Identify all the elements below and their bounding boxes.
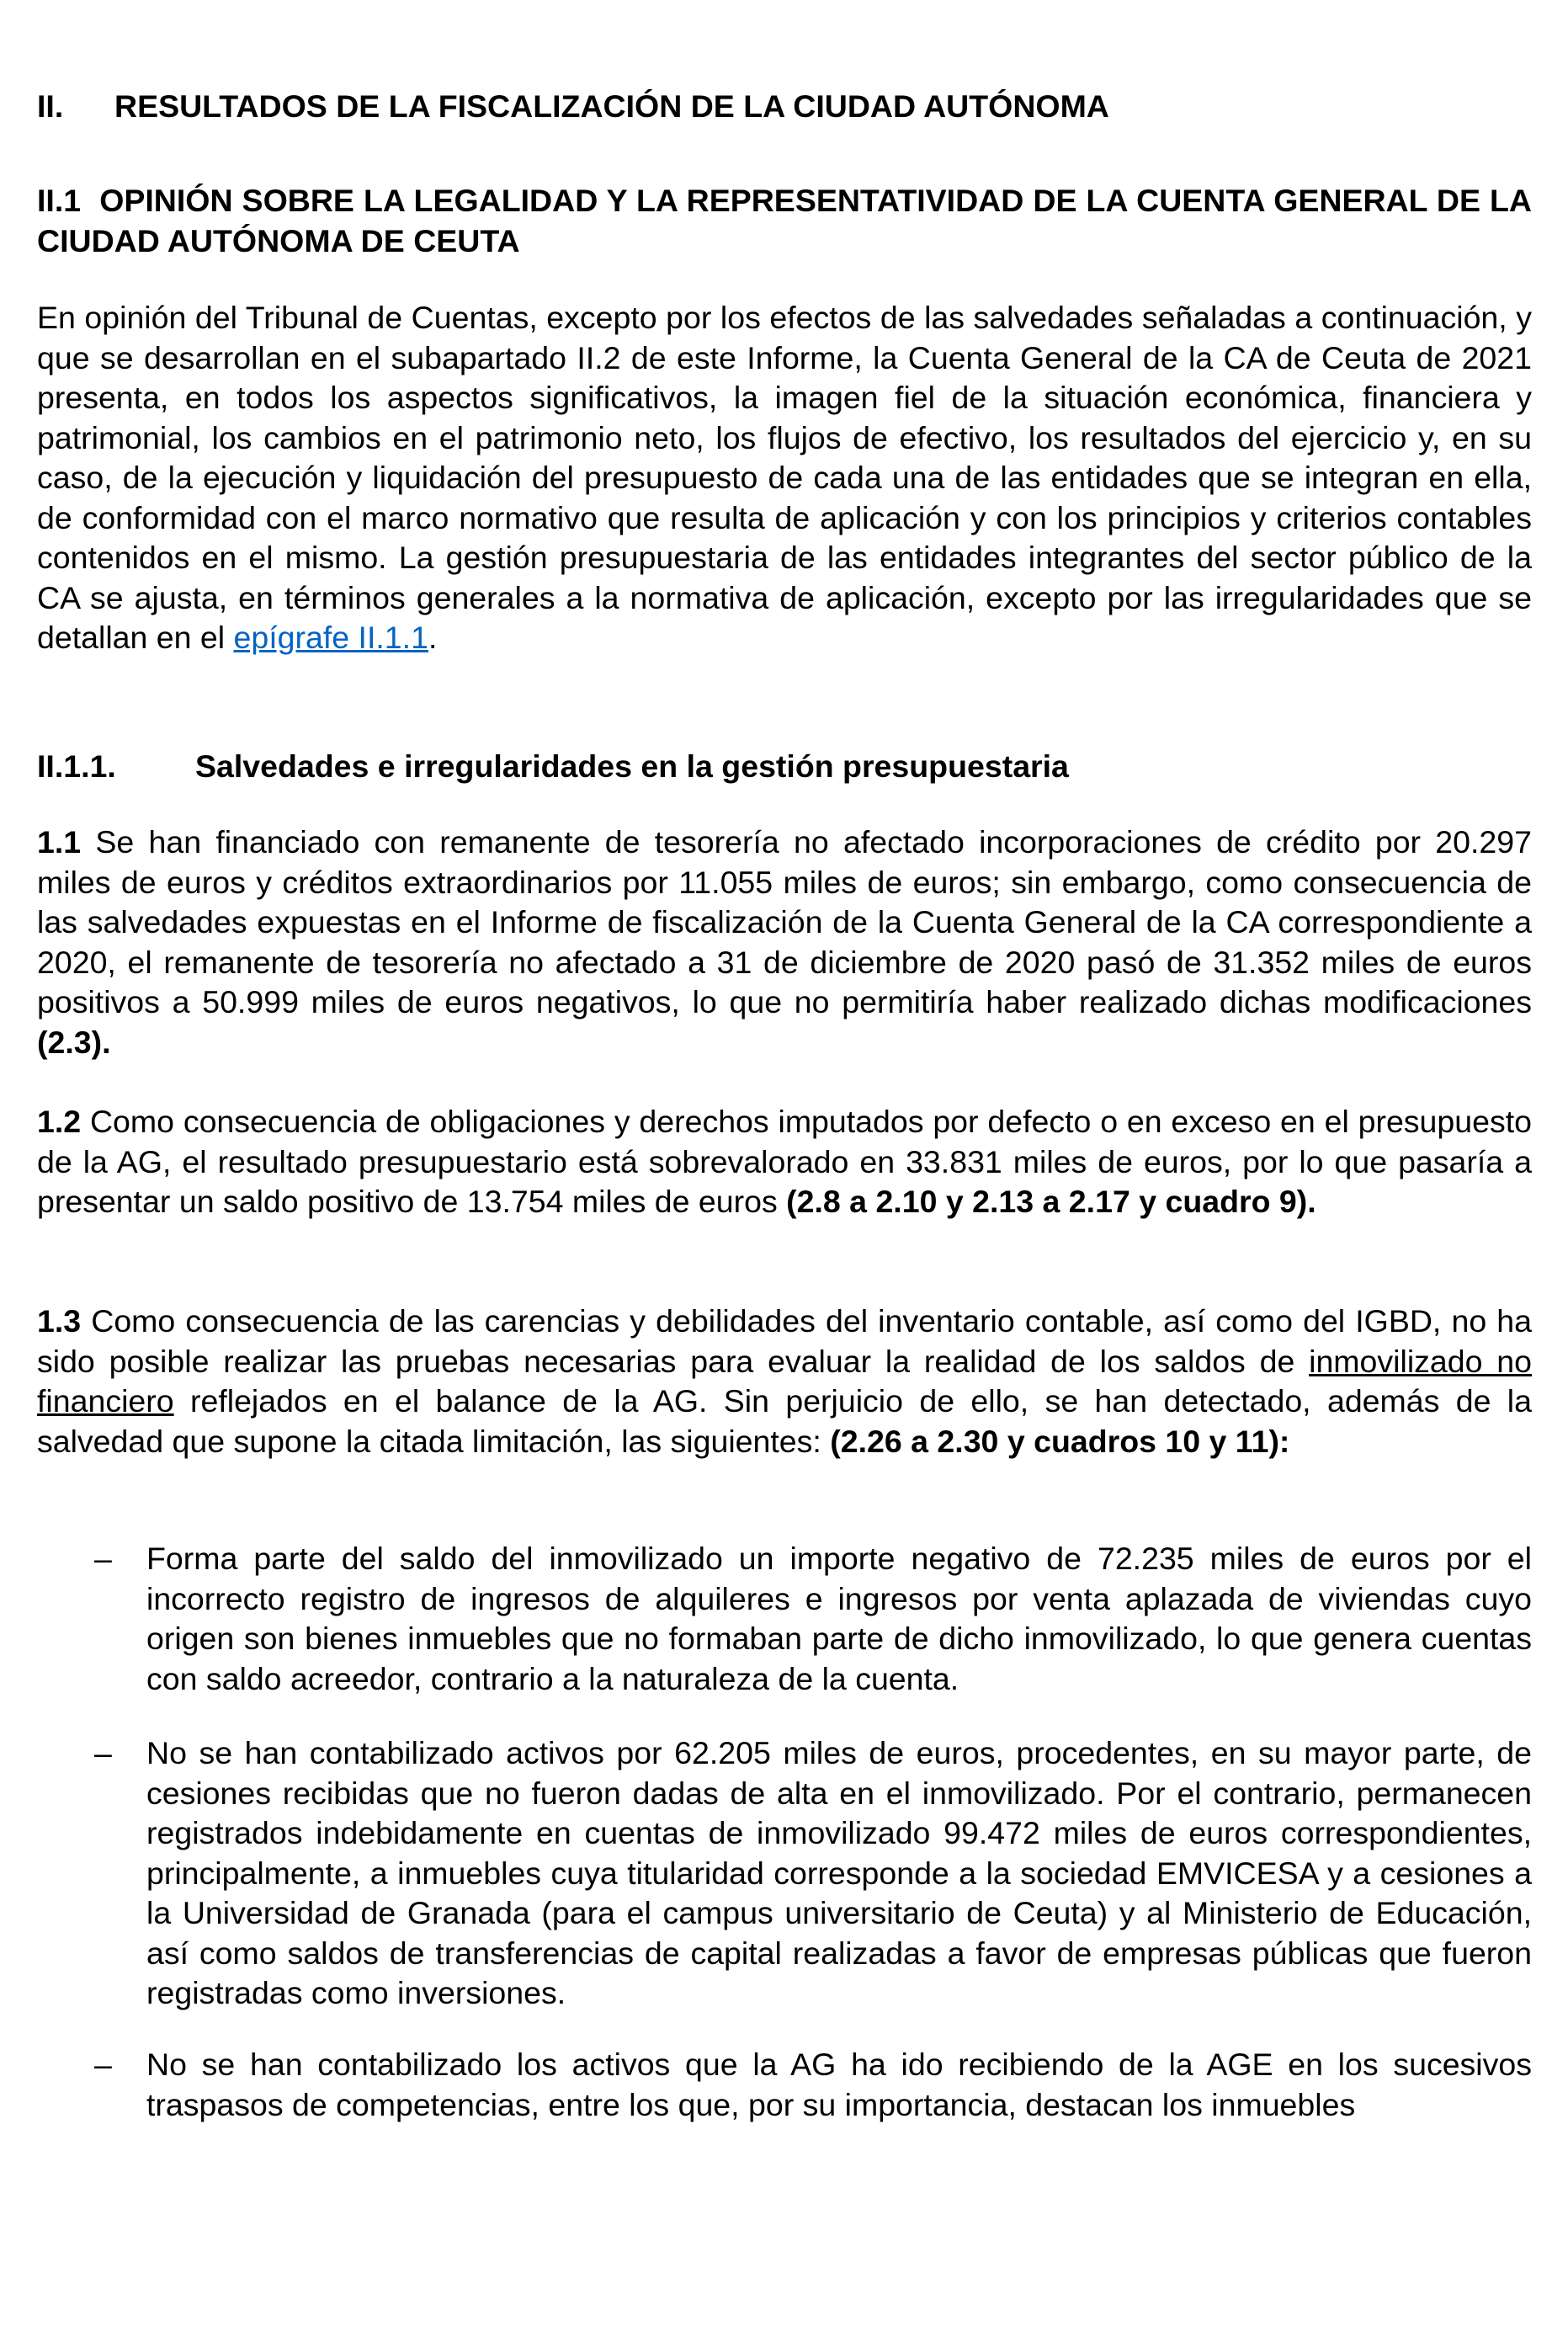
sub-heading-number: II.1	[37, 183, 82, 218]
opinion-end: .	[428, 620, 438, 655]
section-heading-111	[37, 747, 1532, 787]
main-heading-number: II.	[37, 88, 64, 124]
paragraph-1-2-number: 1.2	[37, 1104, 82, 1139]
section-111-number: II.1.1.	[37, 748, 116, 784]
paragraph-1-3-underlined: inmovilizado no financiero	[37, 1343, 1532, 1419]
bullet-2-dash-icon: –	[94, 1735, 112, 1770]
paragraph-1-3-text-a: Como consecuencia de las carencias y debilidades del inventario contable, así como del IGBD, no ha sido posible realizar las pruebas necesarias para evaluar la realidad de los saldos de	[37, 1303, 1532, 1379]
bullet-3-dash-icon: –	[94, 2047, 112, 2082]
paragraph-1-3-number: 1.3	[37, 1303, 82, 1339]
paragraph-1-3-ref: (2.26 a 2.30 y cuadros 10 y 11):	[830, 1423, 1290, 1459]
paragraph-1-1-number: 1.1	[37, 824, 82, 860]
bullet-item-2: No se han contabilizado activos por 62.205 miles de euros, procedentes, en su mayor parte, de cesiones recibidas que no fueron dadas de alta en el inmovilizado. Por el contrario, permanecen registrados indebidamente en cuentas de inmovilizado 99.472 miles de euros correspondientes, principalmente, a inmuebles cuya titularidad corresponde a la sociedad EMVICESA y a cesiones a la Universidad de Granada (para el campus universitario de Ceuta) y al Ministerio de Educación, así como saldos de transferencias de capital realizadas a favor de empresas públicas que fueron registradas como inversiones.	[146, 1735, 1532, 2010]
bullet-item-3: No se han contabilizado los activos que la AG ha ido recibiendo de la AGE en los sucesivos traspasos de competencias, entre los que, por su importancia, destacan los inmuebles	[146, 2047, 1532, 2122]
paragraph-1-1-text: Se han financiado con remanente de tesorería no afectado incorporaciones de crédito por 20.297 miles de euros y créditos extraordinarios por 11.055 miles de euros; sin embargo, como consecuencia de las salvedades expuestas en el Informe de fiscalización de la Cuenta General de la CA correspondiente a 2020, el remanente de tesorería no afectado a 31 de diciembre de 2020 pasó de 31.352 miles de euros positivos a 50.999 miles de euros negativos, lo que no permitiría haber realizado dichas modificaciones	[37, 824, 1532, 1019]
paragraph-1-2-text: Como consecuencia de obligaciones y derechos imputados por defecto o en exceso en el presupuesto de la AG, el resultado presupuestario está sobrevalorado en 33.831 miles de euros, por lo que pasaría a presentar un saldo positivo de 13.754 miles de euros	[37, 1104, 1532, 1219]
paragraph-1-1	[37, 822, 1532, 1062]
sub-heading	[37, 181, 1532, 261]
paragraph-1-1-ref: (2.3).	[37, 1024, 111, 1060]
paragraph-1-2	[37, 1102, 1532, 1222]
epigrafe-link[interactable]: epígrafe II.1.1	[233, 620, 428, 655]
opinion-paragraph	[37, 298, 1532, 658]
main-heading-text: RESULTADOS DE LA FISCALIZACIÓN DE LA CIUDAD AUTÓNOMA	[114, 88, 1109, 124]
bullet-1-dash-icon: –	[94, 1541, 112, 1576]
main-heading	[37, 87, 1532, 127]
sub-heading-text: OPINIÓN SOBRE LA LEGALIDAD Y LA REPRESENTATIVIDAD DE LA CUENTA GENERAL DE LA CIUDAD AUTÓNOMA DE CEUTA	[37, 183, 1532, 258]
paragraph-1-3	[37, 1302, 1532, 1461]
paragraph-1-3-text-b: reflejados en el balance de la AG. Sin perjuicio de ello, se han detectado, además de la salvedad que supone la citada limitación, las siguientes:	[37, 1383, 1532, 1459]
opinion-text: En opinión del Tribunal de Cuentas, excepto por los efectos de las salvedades señaladas a continuación, y que se desarrollan en el subapartado II.2 de este Informe, la Cuenta General de la CA de Ceuta de 2021 presenta, en todos los aspectos significativos, la imagen fiel de la situación económica, financiera y patrimonial, los cambios en el patrimonio neto, los flujos de efectivo, los resultados del ejercicio y, en su caso, de la ejecución y liquidación del presupuesto de cada una de las entidades que se integran en ella, de conformidad con el marco normativo que resulta de aplicación y con los principios y criterios contables contenidos en el mismo. La gestión presupuestaria de las entidades integrantes del sector público de la CA se ajusta, en términos generales a la normativa de aplicación, excepto por las irregularidades que se detallan en el	[37, 300, 1532, 655]
paragraph-1-2-ref: (2.8 a 2.10 y 2.13 a 2.17 y cuadro 9).	[786, 1184, 1316, 1219]
bullet-item-1: Forma parte del saldo del inmovilizado un importe negativo de 72.235 miles de euros por el incorrecto registro de ingresos de alquileres e ingresos por venta aplazada de viviendas cuyo origen son bienes inmuebles que no formaban parte de dicho inmovilizado, lo que genera cuentas con saldo acreedor, contrario a la naturaleza de la cuenta.	[146, 1541, 1532, 1696]
section-111-text: Salvedades e irregularidades en la gestión presupuestaria	[195, 748, 1069, 784]
